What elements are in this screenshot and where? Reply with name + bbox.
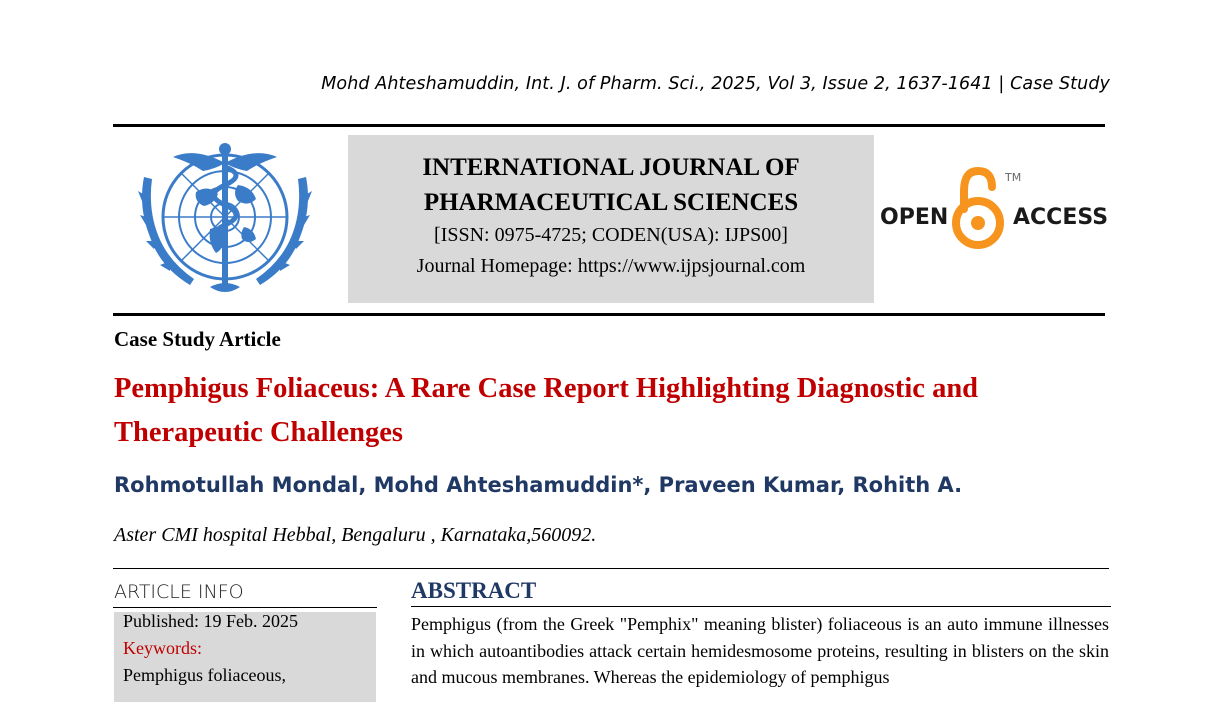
header-top-rule: [113, 124, 1105, 127]
abstract-text: Pemphigus (from the Greek "Pemphix" meaning blister) foliaceous is an auto immune illnesses in which autoantibodies attack certain hemidesmosome proteins, resulting in blisters on the skin and mucous membranes. Whereas the epidemiology of pemphigus: [411, 614, 1109, 687]
affiliation: Aster CMI hospital Hebbal, Bengaluru , Karnataka,560092.: [114, 524, 597, 546]
running-head: Mohd Ahteshamuddin, Int. J. of Pharm. Sci., 2025, Vol 3, Issue 2, 1637-1641 | Case Study: [321, 74, 1110, 94]
header-bottom-rule: [113, 313, 1105, 316]
journal-banner: [348, 135, 874, 303]
published-date: Published: 19 Feb. 2025: [123, 611, 299, 631]
keywords-label: Keywords:: [123, 638, 202, 658]
article-type-label: Case Study Article: [114, 327, 281, 351]
journal-title: INTERNATIONAL JOURNAL OF PHARMACEUTICAL SCIENCES: [422, 154, 800, 216]
open-access-logo: [880, 165, 1110, 255]
abstract-rule: [411, 606, 1111, 607]
section-divider: [113, 568, 1109, 569]
article-info-rule: [113, 607, 377, 608]
svg-text:ACCESS: ACCESS: [1013, 205, 1109, 230]
author-list: Rohmotullah Mondal, Mohd Ahteshamuddin*, Praveen Kumar, Rohith A.: [114, 473, 963, 497]
abstract-heading: ABSTRACT: [411, 578, 537, 603]
svg-text:TM: TM: [1005, 171, 1022, 184]
svg-text:OPEN: OPEN: [880, 205, 949, 230]
journal-issn: [ISSN: 0975-4725; CODEN(USA): IJPS00]: [434, 224, 788, 246]
journal-emblem-icon: [126, 137, 324, 307]
keyword-item: Pemphigus foliaceous,: [123, 665, 286, 685]
article-title: Pemphigus Foliaceus: A Rare Case Report Highlighting Diagnostic and Therapeutic Challenges: [114, 373, 979, 448]
article-info-heading: ARTICLE INFO: [114, 581, 244, 603]
journal-homepage-link[interactable]: Journal Homepage: https://www.ijpsjournal.com: [416, 255, 806, 277]
